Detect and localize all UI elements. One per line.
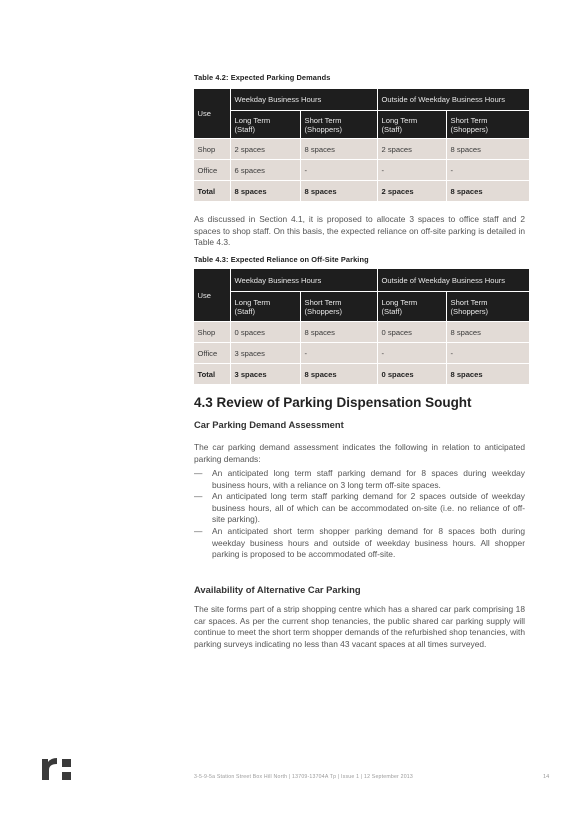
list-item (194, 491, 525, 526)
table-cell: 3 spaces (231, 364, 300, 384)
sub-header: Long Term (Staff) (231, 111, 300, 138)
list-item-text: An anticipated short term shopper parking demand for 8 spaces both during weekday business hours and outside of weekday business hours. All shopper parking is proposed to be accommodated off-site. (212, 525, 525, 560)
paragraph-allocation: As discussed in Section 4.1, it is proposed to allocate 3 spaces to office staff and 2 spaces to shop staff. On this basis, the expected reliance on off-site parking is detailed in Table 4.3. (194, 214, 525, 248)
table-cell: 8 spaces (231, 181, 300, 201)
subheading-demand-assessment: Car Parking Demand Assessment (194, 419, 344, 430)
table-cell: 6 spaces (231, 160, 300, 180)
table-cell: 0 spaces (378, 322, 446, 342)
table-cell: 8 spaces (447, 139, 529, 159)
table-cell: 2 spaces (378, 139, 446, 159)
table-row (194, 139, 529, 159)
row-label: Office (194, 343, 230, 363)
table-row (194, 343, 529, 363)
sub-header: Short Term (Shoppers) (301, 111, 377, 138)
table-cell: 8 spaces (447, 364, 529, 384)
row-label: Total (194, 364, 230, 384)
table-cell: 3 spaces (231, 343, 300, 363)
table-cell: - (301, 160, 377, 180)
table-cell: - (447, 160, 529, 180)
list-item-text: An anticipated long term staff parking demand for 8 spaces during weekday business hours, with a reliance on 3 long term off-site spaces. (212, 468, 525, 490)
row-label: Shop (194, 139, 230, 159)
outside-weekday-header: Outside of Weekday Business Hours (378, 269, 529, 291)
table-row (194, 160, 529, 180)
dash-marker: — (194, 491, 203, 502)
table-cell: - (301, 343, 377, 363)
paragraph-demand-intro: The car parking demand assessment indicates the following in relation to anticipated parking demands: (194, 442, 525, 464)
sub-header: Short Term (Shoppers) (447, 292, 529, 321)
table-cell: 8 spaces (447, 181, 529, 201)
table-cell: 8 spaces (301, 181, 377, 201)
paragraph-alternative-parking: The site forms part of a strip shopping centre which has a shared car park comprising 18 car spaces. As per the current shop tenancies, the public shared car parking supply will continue to meet the short term shopper demands of the refurbished shop tenancies, with parking surveys indicating no less than 43 vacant spaces at all times surveyed. (194, 604, 526, 649)
list-item (194, 468, 525, 491)
sub-header: Long Term (Staff) (378, 111, 446, 138)
page-number: 14 (543, 774, 550, 780)
use-header: Use (194, 89, 230, 138)
use-header: Use (194, 269, 230, 321)
table-cell: 2 spaces (231, 139, 300, 159)
sub-header: Long Term (Staff) (378, 292, 446, 321)
offsite-reliance-table (193, 268, 530, 385)
table-cell: 2 spaces (378, 181, 446, 201)
dash-marker: — (194, 468, 203, 478)
table-cell: 0 spaces (378, 364, 446, 384)
table-cell: 8 spaces (301, 139, 377, 159)
weekday-header: Weekday Business Hours (231, 269, 377, 291)
row-label: Office (194, 160, 230, 180)
table-row (194, 322, 529, 342)
table-cell: - (378, 160, 446, 180)
table-4-3-caption: Table 4.3: Expected Reliance on Off-Site Parking (194, 255, 369, 264)
table-cell: 8 spaces (447, 322, 529, 342)
table-cell: 8 spaces (301, 322, 377, 342)
sub-header: Short Term (Shoppers) (447, 111, 529, 138)
section-heading: 4.3 Review of Parking Dispensation Sought (194, 395, 472, 410)
list-item (194, 526, 525, 561)
outside-weekday-header: Outside of Weekday Business Hours (378, 89, 529, 110)
footer-text: 3-5-9-5a Station Street Box Hill North | 13709-13704A Tp | Issue 1 | 12 September 2013 (194, 774, 413, 780)
row-label: Shop (194, 322, 230, 342)
dash-marker: — (194, 525, 203, 536)
row-label: Total (194, 181, 230, 201)
parking-demand-table (193, 88, 530, 202)
demand-bullet-list (194, 468, 525, 561)
subheading-alternative-parking: Availability of Alternative Car Parking (194, 584, 361, 595)
table-cell: 8 spaces (301, 364, 377, 384)
table-row (194, 181, 529, 201)
table-4-2-caption: Table 4.2: Expected Parking Demands (194, 73, 331, 82)
table-cell: - (447, 343, 529, 363)
list-item-text: An anticipated long term staff parking demand for 2 spaces outside of weekday business hours, all of which can be accommodated on-site (i.e. no reliance of off-site parking). (212, 491, 525, 525)
weekday-header: Weekday Business Hours (231, 89, 377, 110)
sub-header: Long Term (Staff) (231, 292, 300, 321)
company-logo-icon (42, 756, 74, 780)
sub-header: Short Term (Shoppers) (301, 292, 377, 321)
table-cell: 0 spaces (231, 322, 300, 342)
table-cell: - (378, 343, 446, 363)
table-row (194, 364, 529, 384)
